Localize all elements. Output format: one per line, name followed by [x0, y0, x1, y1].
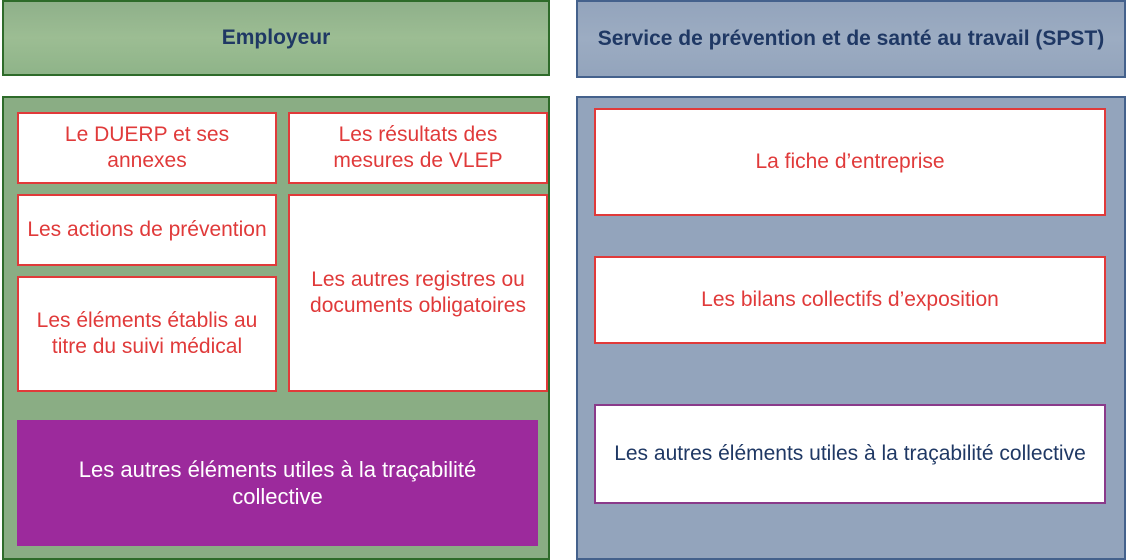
- box-suivi-medical: Les éléments établis au titre du suivi médical: [17, 276, 277, 392]
- box-fiche-entreprise: La fiche d’entreprise: [594, 108, 1106, 216]
- box-resultats-vlep: Les résultats des mesures de VLEP: [288, 112, 548, 184]
- box-actions-prevention: Les actions de prévention: [17, 194, 277, 266]
- box-autres-registres: Les autres registres ou documents obligatoires: [288, 194, 548, 392]
- column-header-spst: Service de prévention et de santé au travail (SPST): [576, 0, 1126, 78]
- column-body-employeur: [2, 96, 550, 560]
- box-tracabilite-collective-spst: Les autres éléments utiles à la traçabilité collective: [594, 404, 1106, 504]
- column-spst: [576, 0, 1126, 560]
- column-body-spst: [576, 96, 1126, 560]
- employeur-items-grid: [14, 108, 538, 410]
- column-header-employeur: Employeur: [2, 0, 550, 76]
- box-tracabilite-collective-employeur: Les autres éléments utiles à la traçabilité collective: [17, 420, 538, 546]
- box-bilans-collectifs-exposition: Les bilans collectifs d’exposition: [594, 256, 1106, 344]
- column-employeur: [2, 0, 550, 560]
- box-duerp: Le DUERP et ses annexes: [17, 112, 277, 184]
